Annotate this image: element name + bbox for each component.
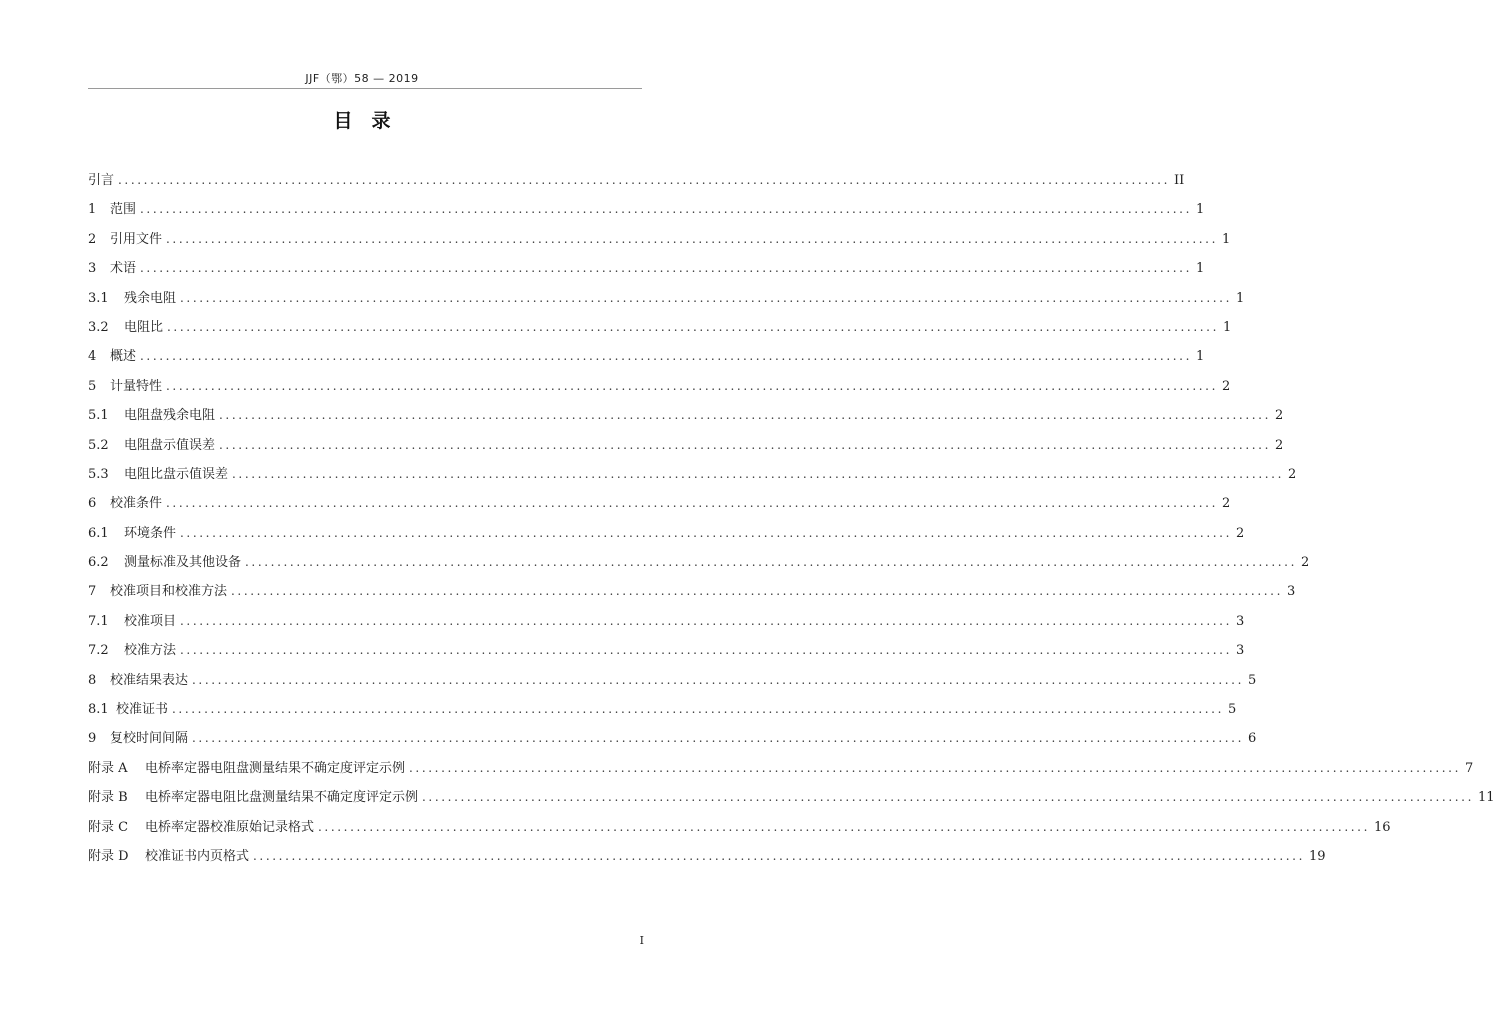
- toc-entry-page: 2: [1221, 378, 1231, 394]
- toc-entry-title: 电桥率定器校准原始记录格式: [145, 819, 315, 835]
- toc-entry-page: II: [1173, 173, 1185, 188]
- toc-entry-title: 环境条件: [124, 525, 177, 541]
- table-of-contents: [88, 166, 1495, 871]
- toc-entry[interactable]: [88, 284, 1245, 313]
- toc-entry-number: 3.2: [88, 319, 109, 335]
- toc-entry[interactable]: [88, 695, 1237, 724]
- dot-leader: ....................................................................................................................................................................: [219, 437, 1271, 452]
- toc-entry-title: 概述: [110, 349, 137, 365]
- dot-leader: ....................................................................................................................................................................: [140, 261, 1192, 276]
- toc-entry[interactable]: [88, 195, 1205, 224]
- toc-entry[interactable]: [88, 842, 1326, 871]
- page-number: I: [639, 934, 644, 947]
- toc-entry-title: 引用文件: [110, 231, 163, 247]
- toc-entry-number: 3: [88, 261, 97, 277]
- toc-entry-title: 术语: [110, 261, 137, 277]
- toc-entry-page: 1: [1235, 290, 1245, 306]
- toc-entry[interactable]: [88, 372, 1231, 401]
- toc-entry-number: 2: [88, 231, 97, 247]
- toc-entry-page: 1: [1221, 231, 1231, 247]
- dot-leader: ....................................................................................................................................................................: [219, 408, 1271, 423]
- dot-leader: ....................................................................................................................................................................: [180, 290, 1232, 305]
- toc-entry[interactable]: [88, 783, 1495, 812]
- dot-leader: ....................................................................................................................................................................: [318, 819, 1370, 834]
- toc-entry[interactable]: [88, 519, 1245, 548]
- toc-entry-page: 1: [1195, 349, 1205, 365]
- toc-entry-number: 附录 C: [88, 819, 129, 835]
- toc-entry-number: 7.1: [88, 613, 109, 629]
- dot-leader: ....................................................................................................................................................................: [167, 319, 1219, 334]
- dot-leader: ....................................................................................................................................................................: [166, 378, 1218, 393]
- dot-leader: ....................................................................................................................................................................: [166, 231, 1218, 246]
- toc-entry-number: 5.1: [88, 408, 109, 424]
- dot-leader: ....................................................................................................................................................................: [140, 202, 1192, 217]
- toc-entry-number: 4: [88, 349, 97, 365]
- toc-entry-page: 2: [1287, 466, 1297, 482]
- dot-leader: ....................................................................................................................................................................: [166, 496, 1218, 511]
- page-title: 目 录: [333, 110, 391, 132]
- toc-entry-page: 3: [1235, 643, 1245, 659]
- toc-entry-title: 测量标准及其他设备: [124, 555, 242, 571]
- toc-entry-title: 校准证书: [116, 702, 169, 718]
- toc-entry-number: 附录 A: [88, 760, 128, 776]
- toc-entry-title: 电阻盘示值误差: [124, 437, 216, 453]
- toc-entry-title: 电阻比盘示值误差: [124, 466, 229, 482]
- toc-entry-number: 6.1: [88, 525, 109, 541]
- toc-entry[interactable]: [88, 342, 1205, 371]
- toc-entry-title: 电阻盘残余电阻: [124, 408, 216, 424]
- dot-leader: ....................................................................................................................................................................: [180, 643, 1232, 658]
- toc-entry-page: 6: [1247, 731, 1257, 747]
- toc-entry[interactable]: [88, 225, 1231, 254]
- toc-entry-number: 6.2: [88, 555, 109, 571]
- toc-entry[interactable]: [88, 401, 1284, 430]
- toc-entry[interactable]: [88, 636, 1245, 665]
- toc-entry[interactable]: [88, 813, 1391, 842]
- dot-leader: ....................................................................................................................................................................: [180, 525, 1232, 540]
- toc-entry-title: 校准项目: [124, 613, 177, 629]
- toc-entry[interactable]: [88, 607, 1245, 636]
- toc-entry-number: 6: [88, 496, 97, 512]
- toc-entry-number: 1: [88, 202, 97, 218]
- toc-entry-page: 1: [1195, 202, 1205, 218]
- toc-entry-title: 电桥率定器电阻盘测量结果不确定度评定示例: [145, 760, 406, 776]
- toc-entry-page: 2: [1221, 496, 1231, 512]
- toc-entry-title: 电阻比: [124, 319, 164, 335]
- dot-leader: ....................................................................................................................................................................: [232, 466, 1284, 481]
- toc-entry-page: 2: [1300, 555, 1310, 571]
- toc-entry-page: 1: [1195, 261, 1205, 277]
- document-header: JJF（鄂）58 — 2019: [305, 72, 419, 85]
- toc-entry-number: 附录 B: [88, 790, 128, 806]
- toc-entry-number: 7.2: [88, 643, 109, 659]
- toc-entry-page: 2: [1235, 525, 1245, 541]
- toc-entry[interactable]: [88, 548, 1310, 577]
- toc-entry[interactable]: [88, 724, 1257, 753]
- toc-entry-number: 5: [88, 378, 97, 394]
- header-rule: [88, 88, 642, 89]
- toc-entry-number: 8.1: [88, 702, 109, 718]
- toc-entry-number: 8: [88, 672, 97, 688]
- dot-leader: ....................................................................................................................................................................: [172, 702, 1224, 717]
- dot-leader: ....................................................................................................................................................................: [192, 672, 1244, 687]
- dot-leader: ....................................................................................................................................................................: [192, 731, 1244, 746]
- toc-entry-page: 5: [1247, 672, 1257, 688]
- toc-entry[interactable]: [88, 666, 1257, 695]
- toc-entry-title: 计量特性: [110, 378, 163, 394]
- toc-entry[interactable]: [88, 254, 1205, 283]
- toc-entry-page: 2: [1274, 437, 1284, 453]
- toc-entry[interactable]: [88, 754, 1474, 783]
- dot-leader: ....................................................................................................................................................................: [245, 555, 1297, 570]
- toc-entry-page: 5: [1227, 702, 1237, 718]
- toc-entry-page: 2: [1274, 408, 1284, 424]
- toc-entry-number: 附录 D: [88, 848, 129, 864]
- dot-leader: ....................................................................................................................................................................: [231, 584, 1283, 599]
- dot-leader: ....................................................................................................................................................................: [422, 790, 1474, 805]
- toc-entry-page: 3: [1286, 584, 1296, 600]
- toc-entry-title: 校准方法: [124, 643, 177, 659]
- toc-entry-title: 范围: [110, 202, 137, 218]
- toc-entry-page: 3: [1235, 613, 1245, 629]
- toc-entry-title: 校准条件: [110, 496, 163, 512]
- dot-leader: ....................................................................................................................................................................: [140, 349, 1192, 364]
- toc-entry-number: 5.2: [88, 437, 109, 453]
- toc-entry-page: 7: [1464, 760, 1474, 776]
- toc-entry-title: 复校时间间隔: [110, 731, 189, 747]
- toc-entry-page: 11: [1477, 790, 1495, 806]
- toc-entry[interactable]: [88, 577, 1296, 606]
- toc-entry-number: 9: [88, 731, 97, 747]
- toc-entry-number: 3.1: [88, 290, 109, 306]
- toc-entry-title: 引言: [88, 173, 115, 188]
- toc-entry-title: 残余电阻: [124, 290, 177, 306]
- toc-entry[interactable]: [88, 460, 1297, 489]
- toc-entry-number: 7: [88, 584, 97, 600]
- toc-entry[interactable]: [88, 431, 1284, 460]
- toc-entry-page: 1: [1222, 319, 1232, 335]
- dot-leader: ....................................................................................................................................................................: [118, 173, 1170, 187]
- toc-entry-number: 5.3: [88, 466, 109, 482]
- dot-leader: ....................................................................................................................................................................: [180, 613, 1232, 628]
- toc-entry-title: 校准项目和校准方法: [110, 584, 228, 600]
- toc-entry-page: 16: [1373, 819, 1391, 835]
- toc-entry[interactable]: [88, 489, 1231, 518]
- toc-entry-page: 19: [1308, 848, 1326, 864]
- toc-entry[interactable]: [88, 313, 1232, 342]
- toc-entry-title: 校准结果表达: [110, 672, 189, 688]
- dot-leader: ....................................................................................................................................................................: [409, 760, 1461, 775]
- toc-entry-title: 校准证书内页格式: [145, 848, 250, 864]
- toc-entry[interactable]: [88, 166, 1185, 195]
- dot-leader: ....................................................................................................................................................................: [253, 848, 1305, 863]
- toc-entry-title: 电桥率定器电阻比盘测量结果不确定度评定示例: [145, 790, 419, 806]
